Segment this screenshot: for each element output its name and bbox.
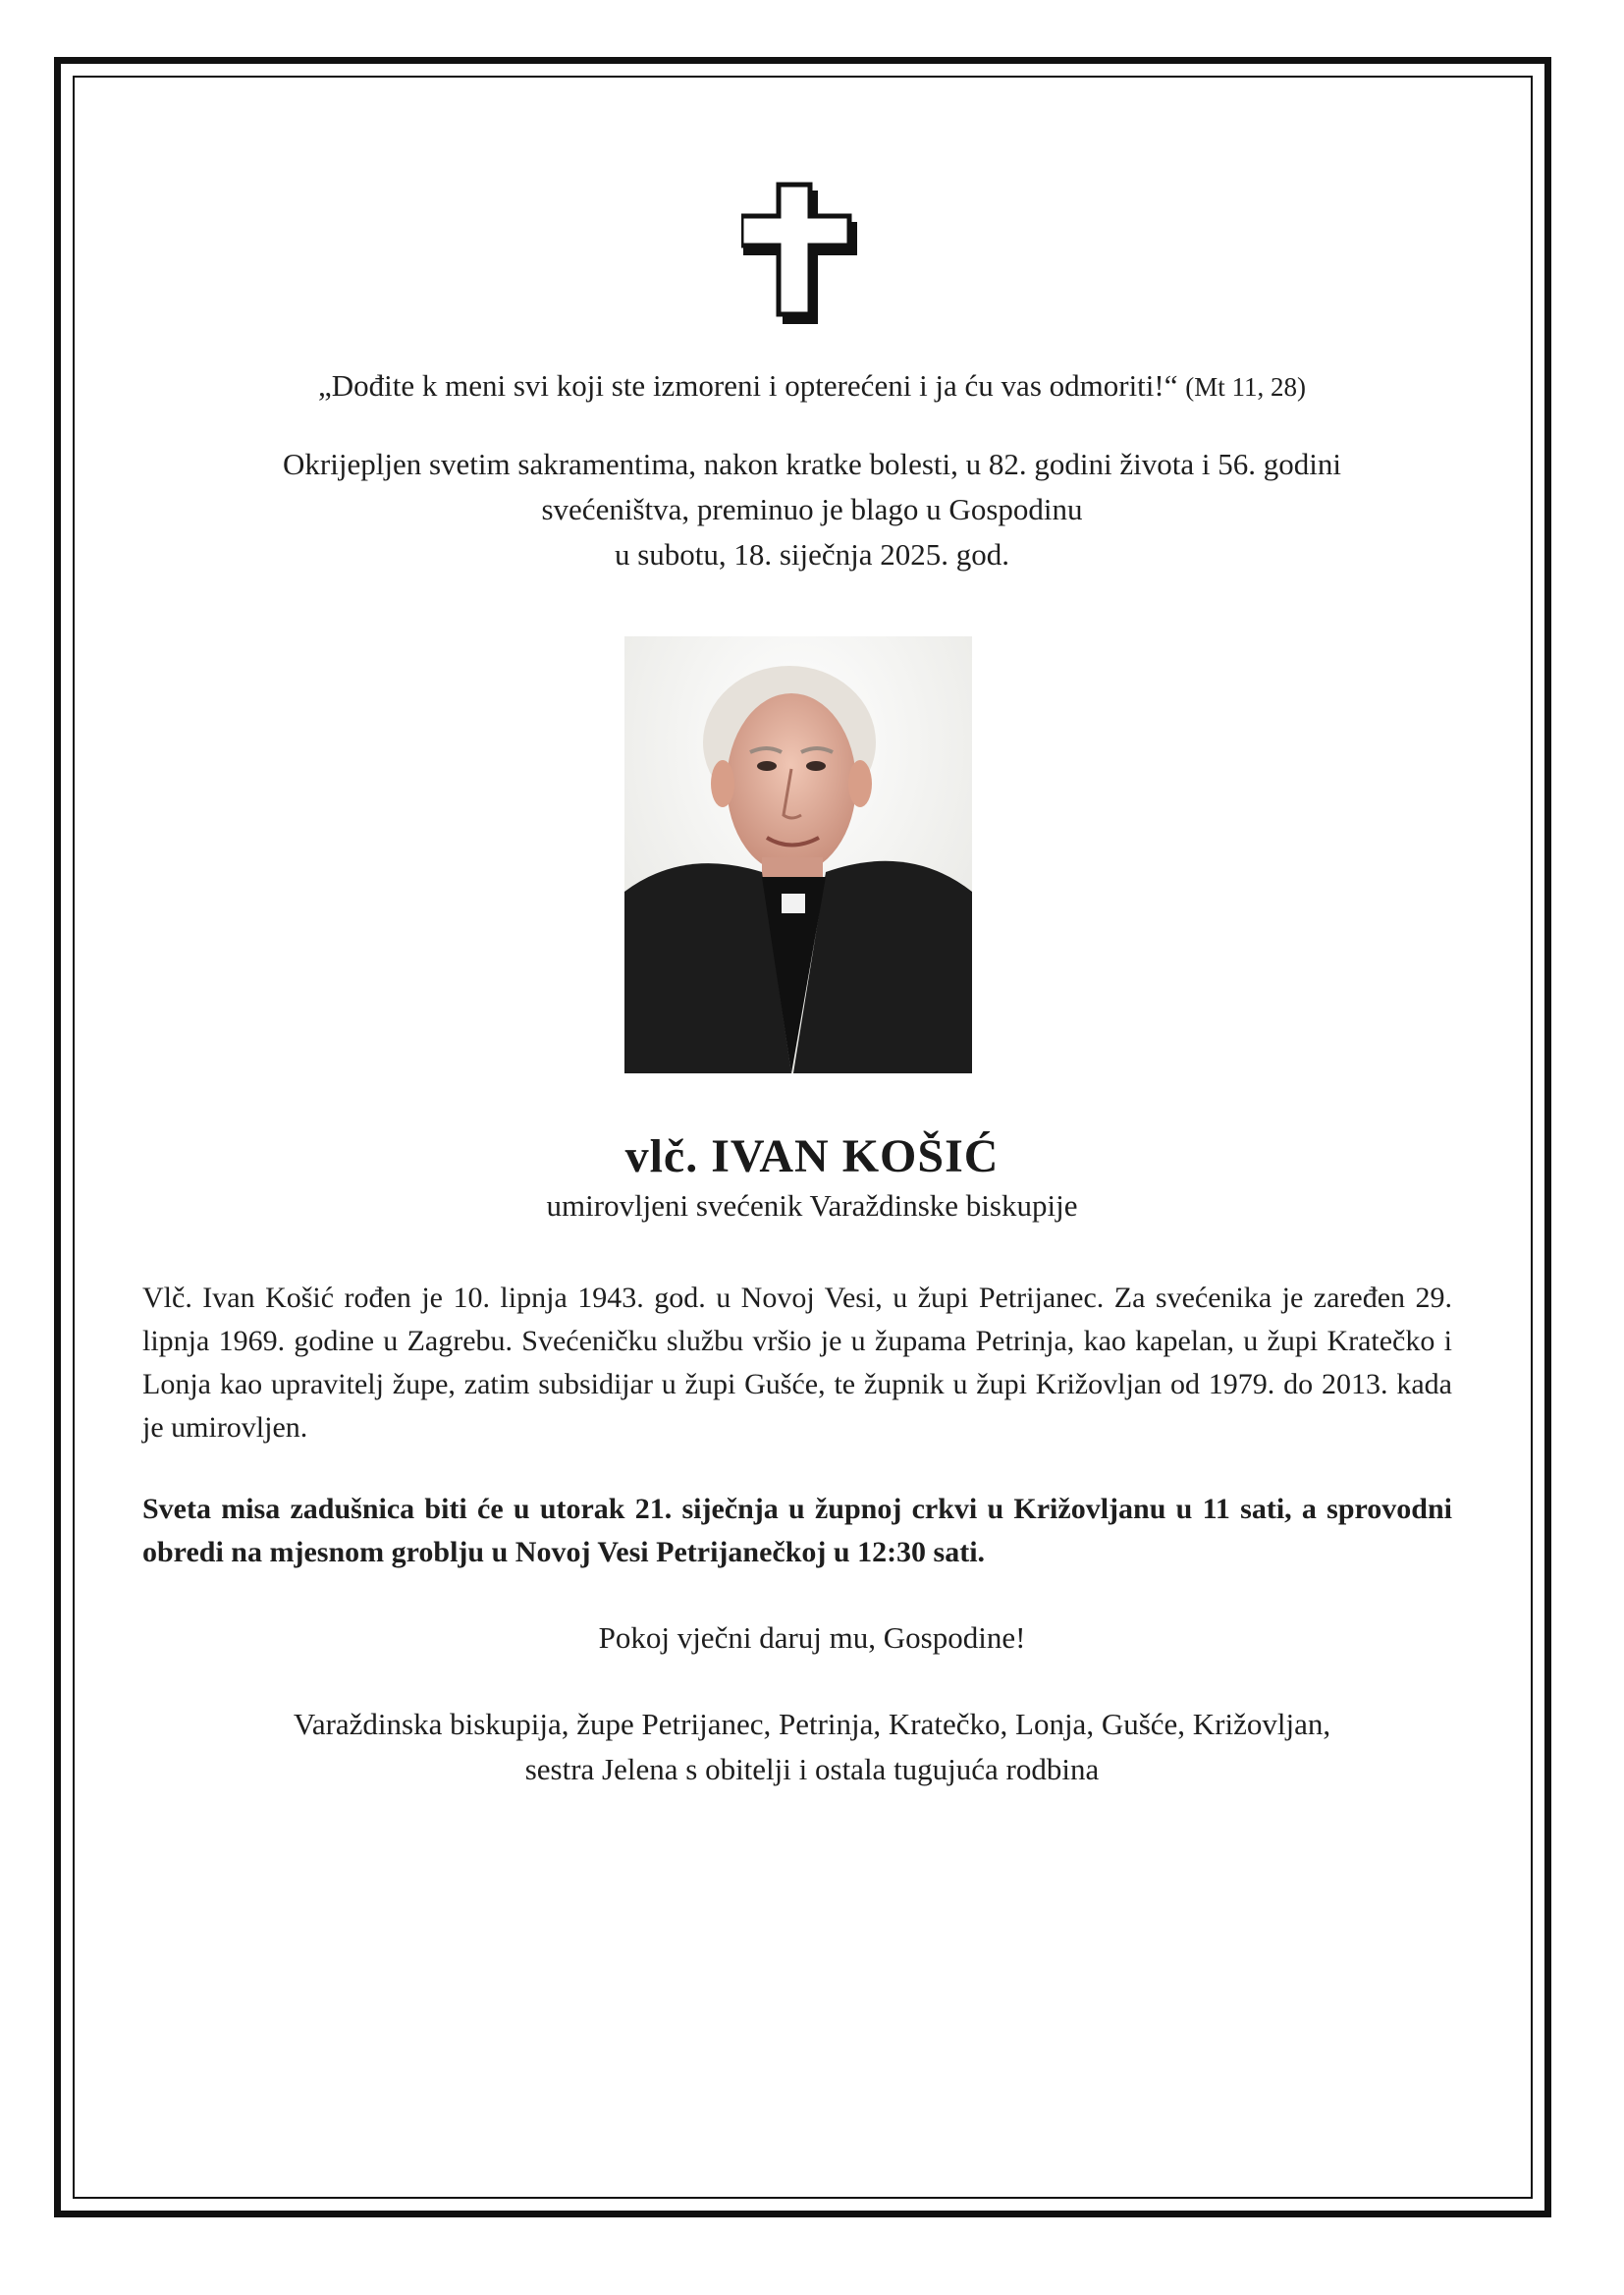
mourners-list [98, 1702, 1526, 1792]
mourners-line-2: sestra Jelena s obitelji i ostala tugujuća rodbina [524, 1752, 1100, 1786]
intro-line-3: u subotu, 18. siječnja 2025. god. [614, 537, 1010, 572]
intro-line-1: Okrijepljen svetim sakramentima, nakon kratke bolesti, u 82. godini života i 56. godini [283, 447, 1341, 481]
mourners-line-1: Varaždinska biskupija, župe Petrijanec, Petrinja, Kratečko, Lonja, Gušće, Križovljan, [293, 1707, 1331, 1741]
deceased-name: vlč. IVAN KOŠIĆ [624, 1130, 1000, 1182]
death-announcement [98, 442, 1526, 577]
quote-text: „Dođite k meni svi koji ste izmoreni i opterećeni i ja ću vas odmoriti!“ [317, 368, 1178, 403]
intro-line-2: svećeništva, preminuo je blago u Gospodinu [541, 492, 1083, 526]
quote-reference: (Mt 11, 28) [1185, 372, 1306, 402]
bible-quote [98, 363, 1526, 410]
portrait-image [624, 636, 972, 1073]
deceased-title: umirovljeni svećenik Varaždinske biskupije [546, 1188, 1078, 1223]
funeral-mass-notice: Sveta misa zadušnica biti će u utorak 21. siječnja u župnoj crkvi u Križovljanu u 11 sati, a sprovodni obredi na mjesnom groblju u Novoj Vesi Petrijanečkoj u 12:30 sati. [142, 1493, 1452, 1568]
biography-paragraph: Vlč. Ivan Košić rođen je 10. lipnja 1943. god. u Novoj Vesi, u župi Petrijanec. Za svećenika je zaređen 29. lipnja 1969. godine u Zagrebu. Svećeničku službu vršio je u župama Petrinja, kao kapelan, u župi Kratečko i Lonja kao upravitelj župe, zatim subsidijar u župi Gušće, te župnik u župi Križovljan od 1979. do 2013. kada je umirovljen. [142, 1282, 1452, 1444]
prayer-line: Pokoj vječni daruj mu, Gospodine! [598, 1620, 1026, 1655]
portrait-photo [624, 636, 972, 1073]
latin-cross-icon [741, 181, 859, 324]
